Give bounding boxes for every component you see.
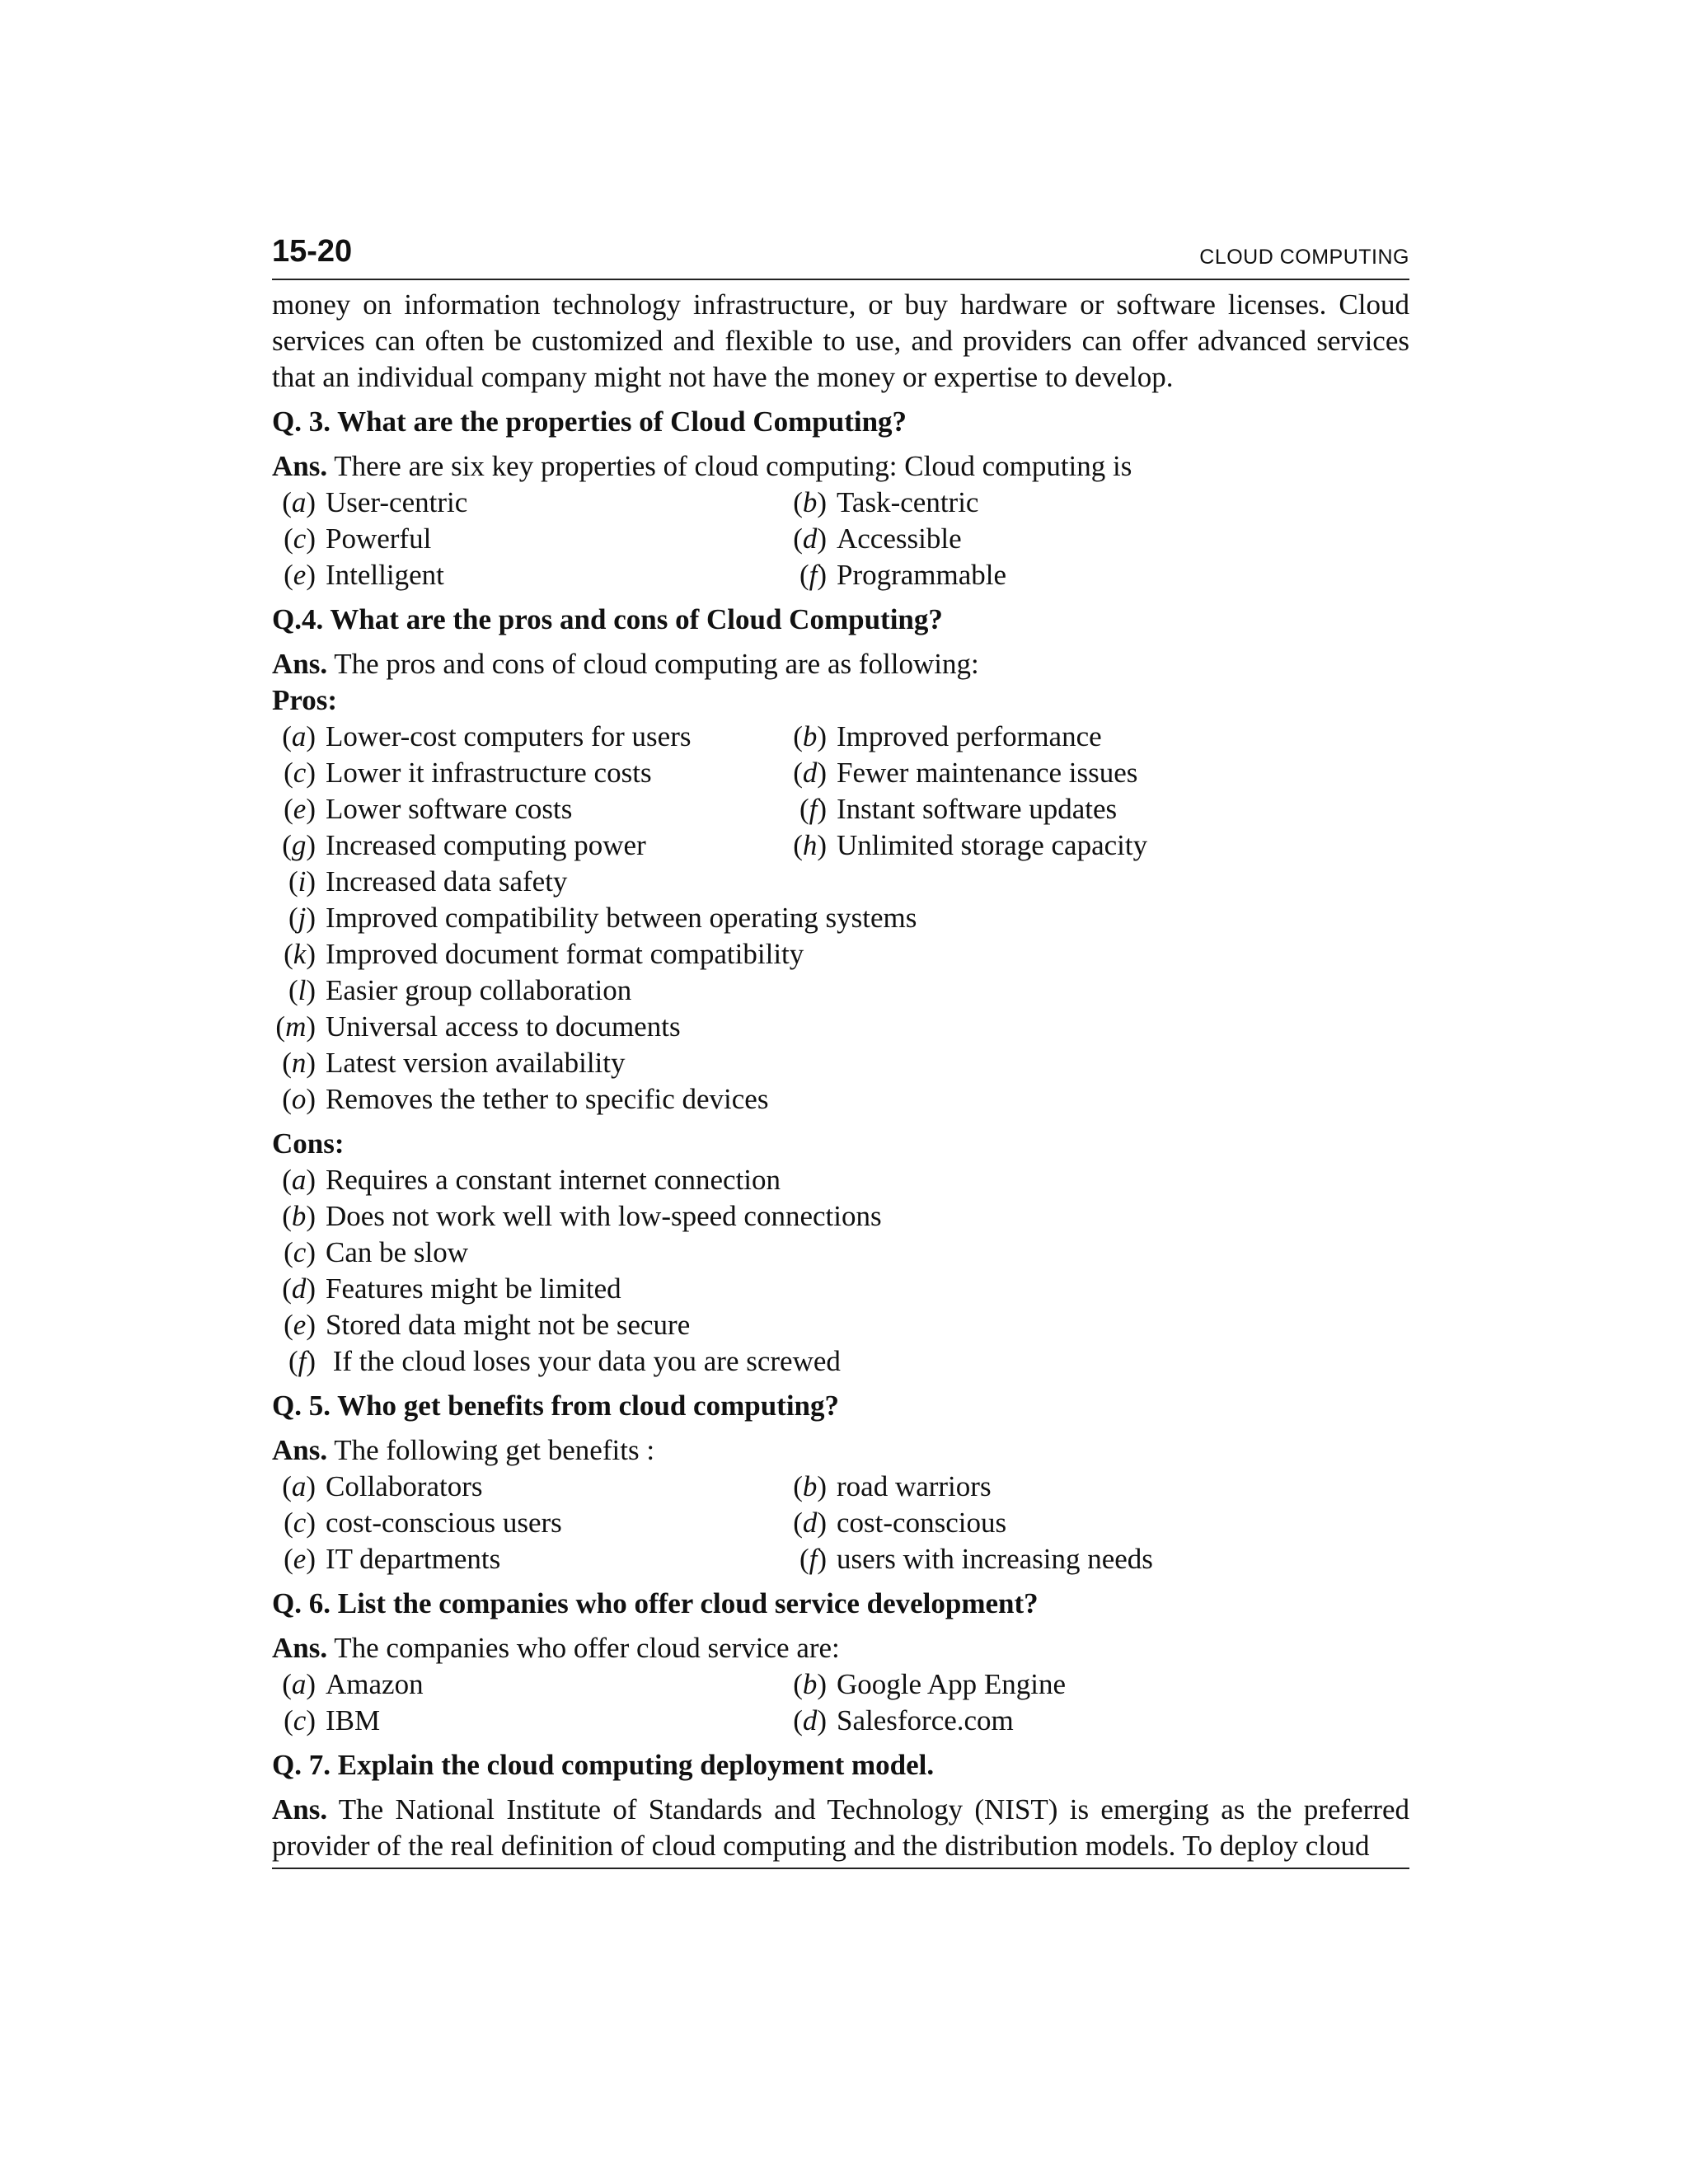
properties-list [272, 485, 1409, 593]
item-label: (d) [793, 523, 827, 555]
list-item [783, 1541, 1360, 1577]
item-label: (c) [284, 523, 316, 555]
list-item [783, 485, 1360, 521]
list-item [272, 1045, 1409, 1081]
answer-text: The following get benefits : [327, 1434, 655, 1466]
list-item [272, 791, 783, 827]
list-item [783, 791, 1360, 827]
answer-label: Ans. [272, 1434, 328, 1466]
item-label: (h) [793, 829, 827, 861]
item-text: cost-conscious [837, 1507, 1007, 1539]
answer-5 [272, 1432, 1409, 1469]
question-6: Q. 6. List the companies who offer cloud service development? [272, 1587, 1039, 1619]
question-3: Q. 3. What are the properties of Cloud Computing? [272, 405, 907, 438]
answer-label: Ans. [272, 1793, 328, 1825]
item-label: (f) [799, 793, 827, 825]
list-item [272, 1703, 783, 1739]
item-text: cost-conscious users [326, 1507, 562, 1539]
list-item [272, 1235, 1409, 1271]
item-label: (j) [288, 902, 316, 934]
list-item [272, 1666, 783, 1703]
item-label: (a) [282, 1470, 316, 1502]
pros-list [272, 864, 1409, 1118]
list-item [272, 864, 1409, 900]
list-item [272, 1469, 783, 1505]
item-text: road warriors [837, 1470, 992, 1502]
list-item [272, 557, 783, 593]
item-text: Requires a constant internet connection [326, 1164, 781, 1196]
answer-text: There are six key properties of cloud computing: Cloud computing is [327, 450, 1132, 482]
answer-3 [272, 448, 1409, 485]
item-label: (c) [284, 1704, 316, 1736]
answer-text: The National Institute of Standards and Technology (NIST) is emerging as the preferred provider of the real definition of cloud computing and the distribution models. To deploy cloud [272, 1793, 1409, 1862]
list-item [783, 1469, 1360, 1505]
item-text: Salesforce.com [837, 1704, 1014, 1736]
item-text: Lower it infrastructure costs [326, 757, 652, 789]
list-item [783, 1666, 1360, 1703]
companies-list [272, 1666, 1409, 1739]
book-page [272, 231, 1409, 1869]
answer-label: Ans. [272, 648, 328, 680]
item-label: (f) [799, 1543, 827, 1575]
item-text: Lower software costs [326, 793, 573, 825]
running-head: CLOUD COMPUTING [1199, 246, 1409, 269]
item-text: Removes the tether to specific devices [326, 1083, 769, 1115]
item-label: (m) [275, 1010, 316, 1043]
item-text: Powerful [326, 523, 432, 555]
item-label: (e) [284, 559, 316, 591]
item-label: (e) [284, 1309, 316, 1341]
cons-heading: Cons: [272, 1127, 345, 1160]
item-text: Does not work well with low-speed connections [326, 1200, 882, 1232]
answer-7 [272, 1792, 1409, 1864]
item-text: Fewer maintenance issues [837, 757, 1138, 789]
list-item [783, 1505, 1360, 1541]
question-5: Q. 5. Who get benefits from cloud computing? [272, 1390, 840, 1422]
intro-paragraph: money on information technology infrastructure, or buy hardware or software licenses. Cloud services can often be customized and flexible to use, and providers can offer advanced services that an individual company might not have the money or expertise to develop. [272, 288, 1409, 393]
item-label: (c) [284, 1236, 316, 1268]
list-item [272, 936, 1409, 972]
item-label: (f) [799, 559, 827, 591]
list-item [783, 521, 1360, 557]
answer-4 [272, 646, 1409, 682]
item-text: Collaborators [326, 1470, 483, 1502]
list-item [783, 827, 1360, 864]
beneficiaries-list [272, 1469, 1409, 1577]
question-4: Q.4. What are the pros and cons of Cloud Computing? [272, 603, 943, 635]
list-item [783, 1703, 1360, 1739]
page-header [272, 231, 1409, 280]
answer-text: The companies who offer cloud service are: [327, 1632, 840, 1664]
item-text: Unlimited storage capacity [837, 829, 1148, 861]
list-item [272, 1505, 783, 1541]
item-label: (b) [793, 1668, 827, 1700]
item-text: Improved compatibility between operating systems [326, 902, 917, 934]
item-label: (b) [282, 1200, 316, 1232]
list-item [272, 1081, 1409, 1118]
answer-text: The pros and cons of cloud computing are as following: [327, 648, 979, 680]
item-text: users with increasing needs [837, 1543, 1153, 1575]
answer-label: Ans. [272, 450, 328, 482]
list-item [272, 1009, 1409, 1045]
item-label: (l) [288, 974, 316, 1006]
item-text: Latest version availability [326, 1047, 626, 1079]
item-label: (c) [284, 757, 316, 789]
pros-grid [272, 719, 1409, 864]
item-text: Instant software updates [837, 793, 1118, 825]
item-text: Google App Engine [837, 1668, 1067, 1700]
page-body [272, 287, 1409, 1869]
item-text: IBM [326, 1704, 381, 1736]
item-text: Intelligent [326, 559, 444, 591]
list-item [272, 1271, 1409, 1307]
answer-6 [272, 1630, 1409, 1666]
item-label: (d) [793, 1507, 827, 1539]
pros-heading: Pros: [272, 684, 338, 716]
question-7: Q. 7. Explain the cloud computing deployment model. [272, 1749, 935, 1781]
item-text: Improved performance [837, 720, 1102, 752]
item-label: (o) [282, 1083, 316, 1115]
item-label: (e) [284, 1543, 316, 1575]
item-text: Lower-cost computers for users [326, 720, 692, 752]
item-text: Stored data might not be secure [326, 1309, 691, 1341]
item-text: Increased computing power [326, 829, 646, 861]
list-item [272, 1198, 1409, 1235]
bottom-rule [272, 1868, 1409, 1869]
item-label: (a) [282, 1668, 316, 1700]
item-label: (n) [282, 1047, 316, 1079]
item-label: (d) [793, 757, 827, 789]
item-label: (a) [282, 720, 316, 752]
item-text: Improved document format compatibility [326, 938, 804, 970]
list-item [272, 1162, 1409, 1198]
list-item [783, 557, 1360, 593]
list-item [783, 755, 1360, 791]
item-text: Universal access to documents [326, 1010, 681, 1043]
list-item [272, 972, 1409, 1009]
page-number: 15-20 [272, 234, 353, 269]
list-item [272, 1541, 783, 1577]
list-item [272, 755, 783, 791]
list-item [272, 900, 1409, 936]
item-label: (b) [793, 486, 827, 518]
list-item [272, 1307, 1409, 1343]
list-item [272, 1343, 1409, 1380]
item-text: IT departments [326, 1543, 501, 1575]
item-label: (c) [284, 1507, 316, 1539]
item-label: (k) [284, 938, 316, 970]
answer-label: Ans. [272, 1632, 328, 1664]
list-item [272, 521, 783, 557]
item-text: Task-centric [837, 486, 979, 518]
item-text: Amazon [326, 1668, 424, 1700]
item-text: User-centric [326, 486, 468, 518]
item-text: Programmable [837, 559, 1007, 591]
item-text: Increased data safety [326, 865, 568, 898]
item-text: Features might be limited [326, 1272, 621, 1305]
item-label: (f) [288, 1345, 316, 1377]
item-text: Accessible [837, 523, 962, 555]
item-text: Easier group collaboration [326, 974, 632, 1006]
item-label: (i) [288, 865, 316, 898]
list-item [272, 827, 783, 864]
list-item [272, 719, 783, 755]
item-text: Can be slow [326, 1236, 469, 1268]
item-label: (a) [282, 1164, 316, 1196]
item-label: (d) [793, 1704, 827, 1736]
item-label: (a) [282, 486, 316, 518]
item-label: (b) [793, 720, 827, 752]
list-item [272, 485, 783, 521]
cons-list [272, 1162, 1409, 1380]
item-label: (b) [793, 1470, 827, 1502]
item-text: If the cloud loses your data you are screwed [326, 1345, 841, 1377]
item-label: (g) [282, 829, 316, 861]
list-item [783, 719, 1360, 755]
item-label: (d) [282, 1272, 316, 1305]
item-label: (e) [284, 793, 316, 825]
